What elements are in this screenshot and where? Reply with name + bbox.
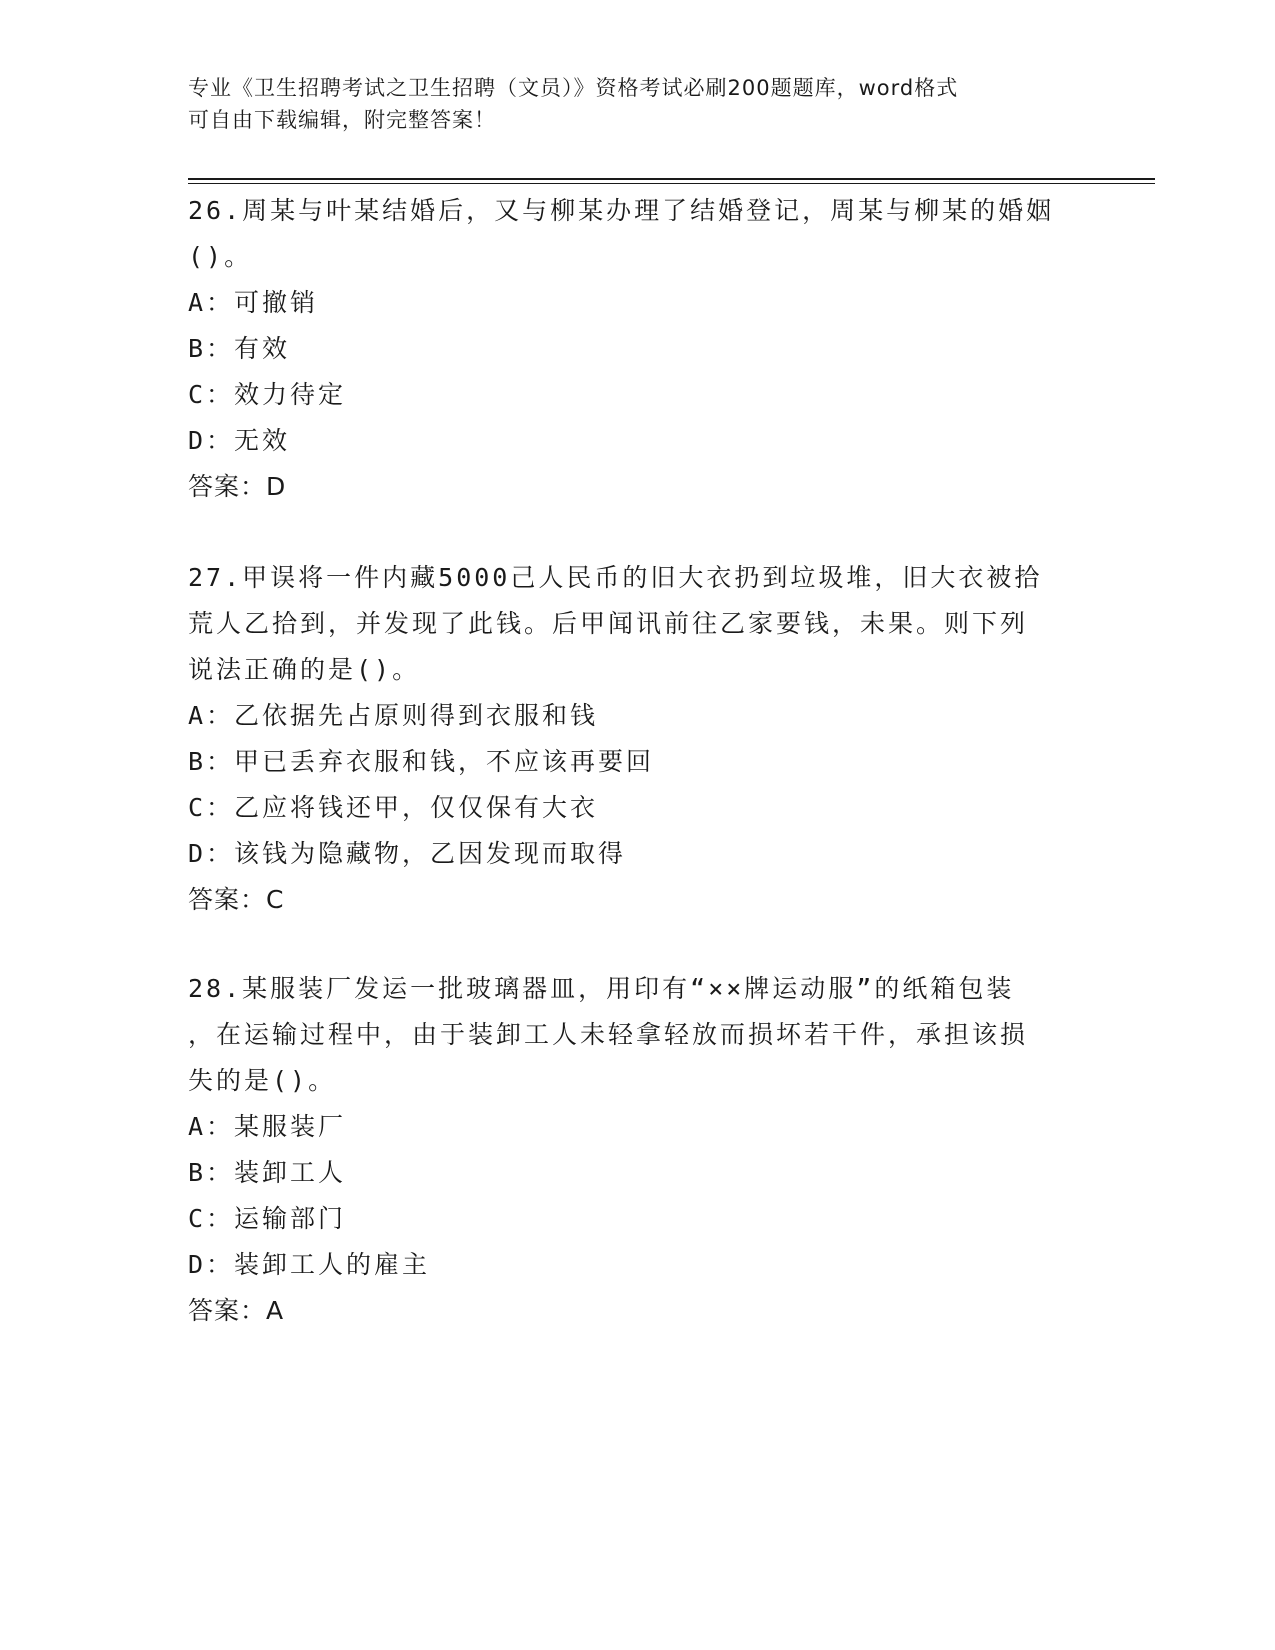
question-text-line: ，在运输过程中，由于装卸工人未轻拿轻放而损坏若干件，承担该损 (188, 1020, 1029, 1049)
question-text-line: 27.甲误将一件内藏5000己人民币的旧大衣扔到垃圾堆，旧大衣被拾 (188, 563, 1043, 592)
option-d: D：该钱为隐藏物，乙因发现而取得 (188, 839, 627, 868)
option-d: D：装卸工人的雇主 (188, 1250, 431, 1279)
question-text-line: 26.周某与叶某结婚后，又与柳某办理了结婚登记，周某与柳某的婚姻 (188, 196, 1055, 225)
answer: 答案：A (188, 1296, 285, 1325)
question-28 (188, 966, 1088, 1334)
option-a: A：乙依据先占原则得到衣服和钱 (188, 701, 599, 730)
option-b: B：甲已丢弃衣服和钱，不应该再要回 (188, 747, 655, 776)
question-text-line: 荒人乙拾到，并发现了此钱。后甲闻讯前往乙家要钱，未果。则下列 (188, 609, 1029, 638)
option-c: C：乙应将钱还甲，仅仅保有大衣 (188, 793, 599, 822)
document-header (188, 72, 1068, 136)
option-a: A：某服装厂 (188, 1112, 347, 1141)
header-divider-thick (188, 178, 1155, 180)
question-26 (188, 188, 1088, 510)
option-c: C：运输部门 (188, 1204, 347, 1233)
question-text-line: 失的是()。 (188, 1066, 337, 1095)
answer: 答案：C (188, 885, 285, 914)
option-c: C：效力待定 (188, 380, 347, 409)
answer: 答案：D (188, 472, 287, 501)
option-d: D：无效 (188, 426, 291, 455)
question-text-line: 说法正确的是()。 (188, 655, 421, 684)
question-text-line: ()。 (188, 242, 253, 271)
header-divider-thin (188, 183, 1155, 184)
header-line-2: 可自由下载编辑，附完整答案！ (188, 108, 496, 132)
option-b: B：装卸工人 (188, 1158, 347, 1187)
option-a: A：可撤销 (188, 288, 319, 317)
header-line-1: 专业《卫生招聘考试之卫生招聘（文员）》资格考试必刷200题题库，word格式 (188, 76, 959, 100)
question-27 (188, 555, 1088, 923)
question-text-line: 28.某服装厂发运一批玻璃器皿，用印有“××牌运动服”的纸箱包装 (188, 974, 1015, 1003)
option-b: B：有效 (188, 334, 291, 363)
